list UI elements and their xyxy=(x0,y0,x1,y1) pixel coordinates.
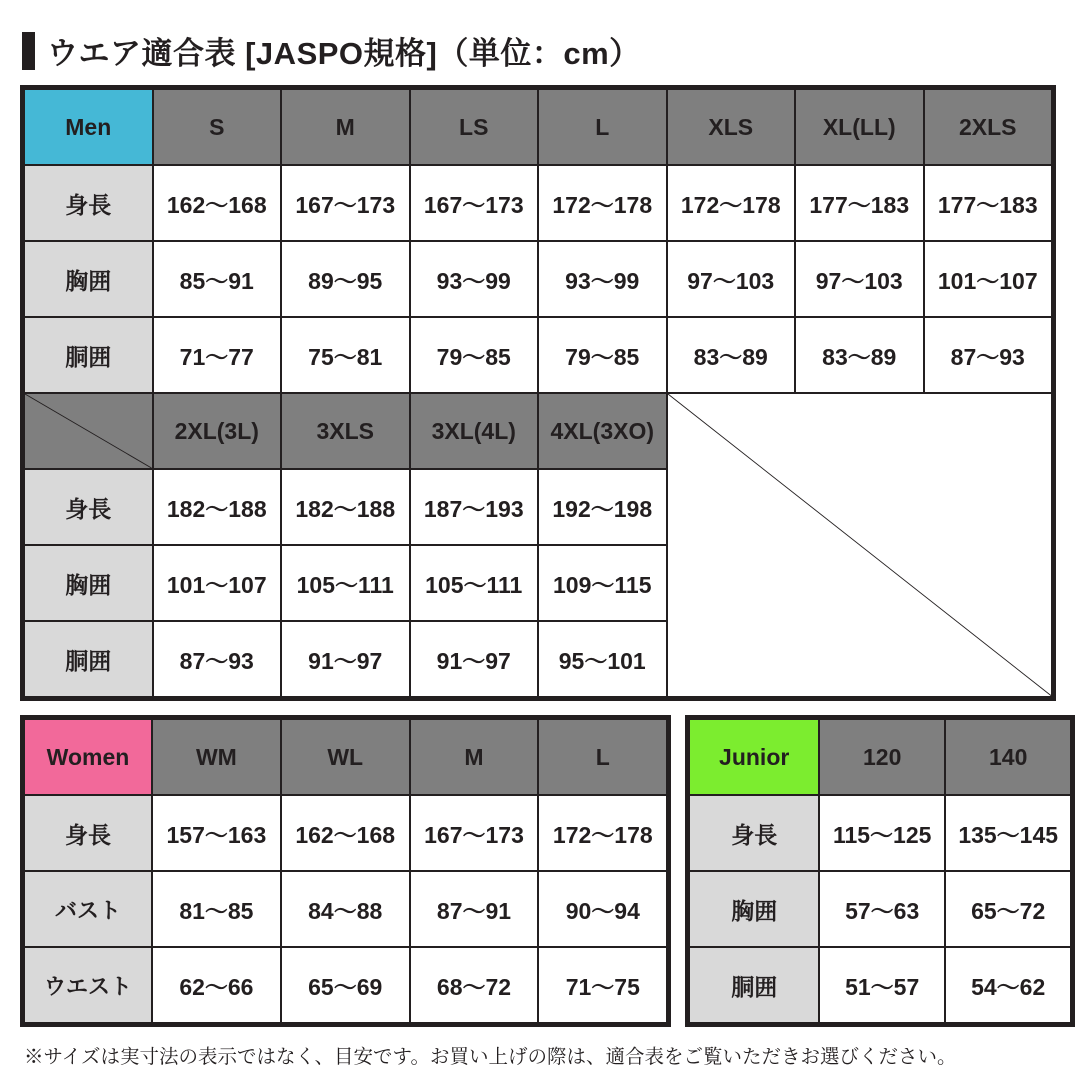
women-cell: 90〜94 xyxy=(538,871,667,947)
women-size-header: WM xyxy=(152,719,281,795)
men-cell: 101〜107 xyxy=(153,545,282,621)
women-corner-label: Women xyxy=(24,719,152,795)
men-row-label: 胸囲 xyxy=(24,545,153,621)
men-row-label: 胸囲 xyxy=(24,241,153,317)
men-cell: 105〜111 xyxy=(281,545,410,621)
men-row-label: 身長 xyxy=(24,165,153,241)
women-cell: 62〜66 xyxy=(152,947,281,1023)
table-row xyxy=(689,871,1071,947)
women-cell: 65〜69 xyxy=(281,947,410,1023)
men-cell: 75〜81 xyxy=(281,317,410,393)
junior-table-wrapper xyxy=(685,715,1075,1027)
men-cell: 91〜97 xyxy=(410,621,539,697)
table-row xyxy=(24,317,1052,393)
men-size-header: XLS xyxy=(667,89,796,165)
diagonal-line-icon xyxy=(668,394,1052,696)
women-cell: 157〜163 xyxy=(152,795,281,871)
women-size-header: M xyxy=(410,719,539,795)
junior-cell: 51〜57 xyxy=(819,947,945,1023)
women-row-label: バスト xyxy=(24,871,152,947)
junior-size-header: 140 xyxy=(945,719,1071,795)
junior-size-table xyxy=(688,718,1072,1024)
table-row xyxy=(689,795,1071,871)
men-size-table xyxy=(23,88,1053,698)
men-cell: 109〜115 xyxy=(538,545,667,621)
women-cell: 87〜91 xyxy=(410,871,539,947)
men-cell: 167〜173 xyxy=(410,165,539,241)
men-cell: 97〜103 xyxy=(795,241,924,317)
men-cell: 87〜93 xyxy=(153,621,282,697)
table-row xyxy=(689,947,1071,1023)
men-size-header: M xyxy=(281,89,410,165)
title-text: ウエア適合表 [JASPO規格]（単位：cm） xyxy=(47,36,641,71)
junior-corner-label: Junior xyxy=(689,719,819,795)
women-cell: 172〜178 xyxy=(538,795,667,871)
women-size-table xyxy=(23,718,668,1024)
men-cell: 79〜85 xyxy=(538,317,667,393)
men-table-wrapper xyxy=(20,85,1056,701)
women-row-label: ウエスト xyxy=(24,947,152,1023)
men-cell: 172〜178 xyxy=(667,165,796,241)
table-row xyxy=(24,241,1052,317)
women-cell: 68〜72 xyxy=(410,947,539,1023)
junior-size-header: 120 xyxy=(819,719,945,795)
men-empty-area xyxy=(667,393,1053,697)
junior-cell: 115〜125 xyxy=(819,795,945,871)
men-cell: 167〜173 xyxy=(281,165,410,241)
table-row xyxy=(24,165,1052,241)
men-row-label: 胴囲 xyxy=(24,621,153,697)
men-cell: 87〜93 xyxy=(924,317,1053,393)
junior-row-label: 胴囲 xyxy=(689,947,819,1023)
men-header-row xyxy=(24,89,1052,165)
junior-header-row xyxy=(689,719,1071,795)
table-row xyxy=(24,795,667,871)
page-title xyxy=(22,28,1060,73)
men-size-header: XL(LL) xyxy=(795,89,924,165)
men-cell: 95〜101 xyxy=(538,621,667,697)
men-size-header: 3XLS xyxy=(281,393,410,469)
men-size-header: 2XL(3L) xyxy=(153,393,282,469)
women-cell: 167〜173 xyxy=(410,795,539,871)
men-size-header: LS xyxy=(410,89,539,165)
table-row xyxy=(24,871,667,947)
men-size-header: 3XL(4L) xyxy=(410,393,539,469)
table-row xyxy=(24,947,667,1023)
men-cell: 93〜99 xyxy=(538,241,667,317)
bottom-tables xyxy=(20,715,1060,1027)
men-cell: 162〜168 xyxy=(153,165,282,241)
junior-cell: 57〜63 xyxy=(819,871,945,947)
women-cell: 162〜168 xyxy=(281,795,410,871)
men-cell: 187〜193 xyxy=(410,469,539,545)
men-cell: 85〜91 xyxy=(153,241,282,317)
women-cell: 71〜75 xyxy=(538,947,667,1023)
men-cell: 177〜183 xyxy=(924,165,1053,241)
men-cell: 101〜107 xyxy=(924,241,1053,317)
junior-cell: 54〜62 xyxy=(945,947,1071,1023)
men-cell: 83〜89 xyxy=(795,317,924,393)
men-cell: 105〜111 xyxy=(410,545,539,621)
men-cell: 182〜188 xyxy=(153,469,282,545)
men-corner-label: Men xyxy=(24,89,153,165)
men-cell: 177〜183 xyxy=(795,165,924,241)
men-cell: 71〜77 xyxy=(153,317,282,393)
footnote: ※サイズは実寸法の表示ではなく、目安です。お買い上げの際は、適合表をご覧いただきお選びください。 xyxy=(24,1046,957,1068)
women-row-label: 身長 xyxy=(24,795,152,871)
junior-cell: 65〜72 xyxy=(945,871,1071,947)
men-cell: 89〜95 xyxy=(281,241,410,317)
title-accent-bar xyxy=(22,32,35,70)
men-cell: 97〜103 xyxy=(667,241,796,317)
men-header-row-2 xyxy=(24,393,1052,469)
women-size-header: L xyxy=(538,719,667,795)
women-header-row xyxy=(24,719,667,795)
women-table-wrapper xyxy=(20,715,671,1027)
men-size-header: 4XL(3XO) xyxy=(538,393,667,469)
men-size-header: 2XLS xyxy=(924,89,1053,165)
men-cell: 192〜198 xyxy=(538,469,667,545)
diagonal-line-icon xyxy=(25,394,152,468)
men-cell: 93〜99 xyxy=(410,241,539,317)
junior-row-label: 身長 xyxy=(689,795,819,871)
men-row-label: 胴囲 xyxy=(24,317,153,393)
men-corner-blank xyxy=(24,393,153,469)
men-size-header: S xyxy=(153,89,282,165)
men-cell: 79〜85 xyxy=(410,317,539,393)
men-cell: 182〜188 xyxy=(281,469,410,545)
men-cell: 83〜89 xyxy=(667,317,796,393)
junior-cell: 135〜145 xyxy=(945,795,1071,871)
men-cell: 91〜97 xyxy=(281,621,410,697)
men-size-header: L xyxy=(538,89,667,165)
junior-row-label: 胸囲 xyxy=(689,871,819,947)
women-size-header: WL xyxy=(281,719,410,795)
women-cell: 84〜88 xyxy=(281,871,410,947)
men-row-label: 身長 xyxy=(24,469,153,545)
men-cell: 172〜178 xyxy=(538,165,667,241)
women-cell: 81〜85 xyxy=(152,871,281,947)
